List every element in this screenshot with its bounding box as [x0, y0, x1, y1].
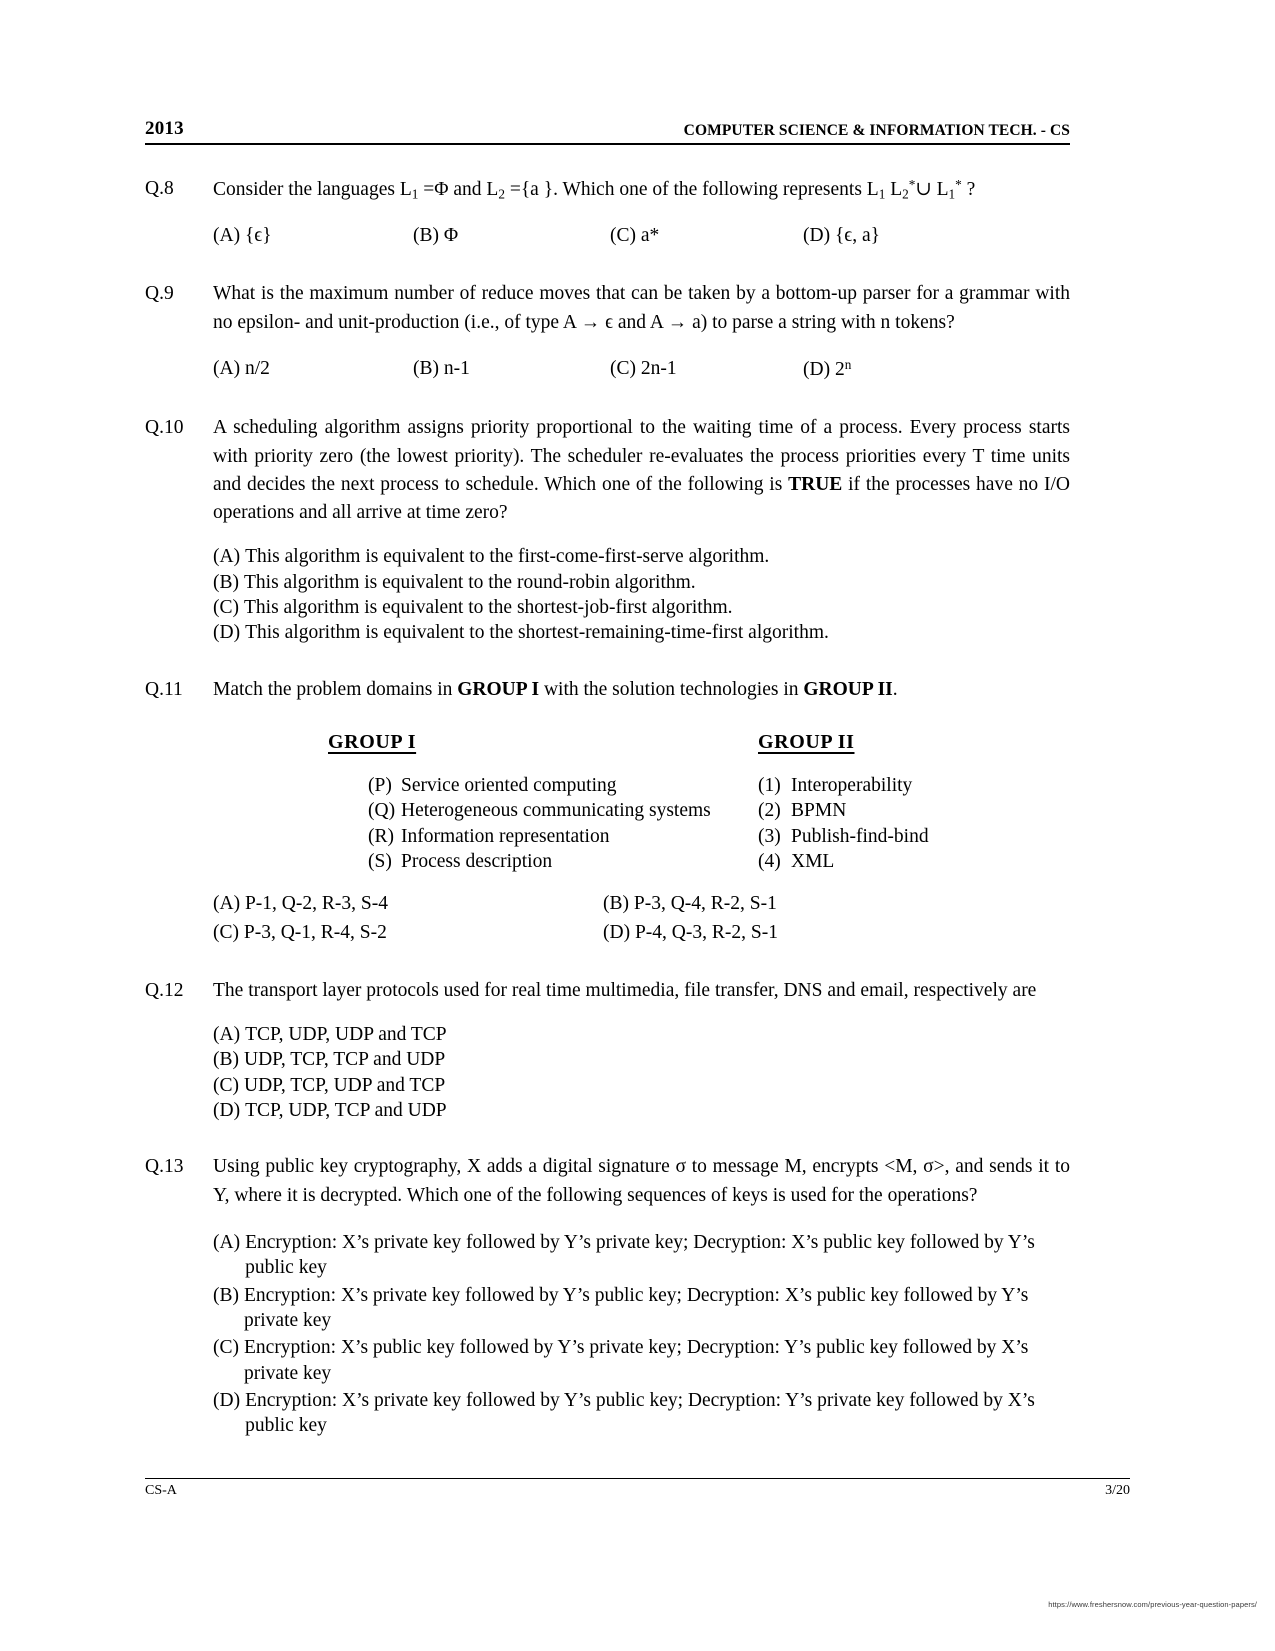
- group-headings: [213, 728, 1070, 757]
- option-label: (A): [213, 1024, 241, 1046]
- option-d-q10[interactable]: [213, 620, 1070, 645]
- option-a-q12[interactable]: [213, 1022, 1070, 1047]
- option-c-q8[interactable]: (C) a*: [610, 225, 660, 247]
- option-label: (B): [213, 1284, 239, 1306]
- option-text: Encryption: X’s private key followed by Y’s public key; Decryption: Y’s private key followed by X’s public key: [245, 1390, 1035, 1437]
- question-number-q8: Q.8: [145, 178, 174, 199]
- page-header: [145, 118, 1070, 145]
- option-d-q12[interactable]: [213, 1098, 1070, 1123]
- group-match-table-q11: [213, 728, 1070, 874]
- option-b-q8[interactable]: (B) Φ: [413, 225, 459, 247]
- group-ii-value: XML: [791, 850, 835, 872]
- question-stem-q11: Match the problem domains in GROUP I with the solution technologies in GROUP II.: [213, 678, 898, 700]
- footer-paper-code: CS-A: [145, 1483, 177, 1498]
- option-d-q9[interactable]: (D) 2$^n$: [803, 357, 852, 380]
- option-d-q13[interactable]: [213, 1388, 1070, 1439]
- question-number-q10: Q.10: [145, 417, 184, 439]
- source-watermark: https://www.freshersnow.com/previous-year-question-papers/: [1048, 1600, 1257, 1609]
- option-a-q8[interactable]: (A) {ϵ}: [213, 225, 272, 247]
- question-body-q10: [213, 414, 1070, 645]
- option-text: UDP, TCP, UDP and TCP: [244, 1074, 446, 1096]
- option-b-q11[interactable]: (B) P-3, Q-4, R-2, S-1: [603, 893, 777, 915]
- group-i-value: Information representation: [401, 825, 610, 847]
- options-row-q8: [213, 222, 1070, 250]
- question-stem-q13: Using public key cryptography, X adds a digital signature σ to message M, encrypts <M, σ>, and sends it to Y, where it is decrypted. Which one of the following sequences of keys is used for the operations?: [213, 1156, 1070, 1206]
- option-text: Encryption: X’s private key followed by Y’s private key; Decryption: X’s public key followed by Y’s public key: [245, 1232, 1035, 1279]
- options-row: [213, 919, 1070, 947]
- option-label: (D): [213, 622, 241, 644]
- question-body-q11: [213, 676, 1070, 947]
- group-row: [368, 798, 1070, 823]
- group-i-heading: GROUP I: [328, 730, 417, 753]
- option-text: This algorithm is equivalent to the shortest-remaining-time-first algorithm.: [245, 622, 829, 644]
- option-text: This algorithm is equivalent to the round-robin algorithm.: [244, 571, 696, 593]
- options-list-q12: [213, 1022, 1070, 1123]
- group-i-key: (R): [368, 825, 394, 847]
- option-c-q13[interactable]: [213, 1335, 1070, 1386]
- group-row: [368, 773, 1070, 798]
- question-block-q11: [145, 676, 1070, 947]
- option-a-q11[interactable]: (A) P-1, Q-2, R-3, S-4: [213, 893, 388, 915]
- group-rows: [213, 773, 1070, 874]
- option-text: TCP, UDP, TCP and UDP: [245, 1100, 447, 1122]
- option-label: (C): [213, 1074, 239, 1096]
- group-row: [368, 849, 1070, 874]
- option-label: (B): [213, 1049, 239, 1071]
- group-i-value: Heterogeneous communicating systems: [401, 800, 711, 822]
- option-b-q13[interactable]: [213, 1283, 1070, 1334]
- options-row: [213, 890, 1070, 918]
- group-ii-key: (3): [758, 825, 781, 847]
- group-ii-value: Publish-find-bind: [791, 825, 929, 847]
- question-number-q11: Q.11: [145, 678, 183, 700]
- option-b-q12[interactable]: [213, 1047, 1070, 1072]
- option-label: (A): [213, 546, 241, 568]
- group-i-key: (S): [368, 850, 392, 872]
- options-list-q10: [213, 544, 1070, 645]
- group-ii-key: (2): [758, 800, 781, 822]
- option-d-q11[interactable]: (D) P-4, Q-3, R-2, S-1: [603, 921, 778, 943]
- question-stem-q12: The transport layer protocols used for real time multimedia, file transfer, DNS and email, respectively are: [213, 979, 1037, 1001]
- group-ii-key: (1): [758, 774, 781, 796]
- option-a-q13[interactable]: [213, 1230, 1070, 1281]
- question-stem-q8: Consider the languages $L_1 =\Phi$ and $L_2 =\{a$ }. Which one of the following represents $L_1$ $L_2^*\cup$ $L_1^*$ ?: [213, 177, 976, 202]
- question-body-q8: [213, 175, 1070, 250]
- question-block-q9: [145, 280, 1070, 384]
- question-number-q9: Q.9: [145, 283, 174, 305]
- question-block-q8: [145, 175, 1070, 250]
- option-d-q8[interactable]: (D) {ϵ, a}: [803, 225, 880, 247]
- option-text: Encryption: X’s public key followed by Y’s private key; Decryption: Y’s public key followed by X’s private key: [244, 1337, 1029, 1384]
- footer-page-number: 3/20: [1105, 1483, 1130, 1498]
- option-label: (C): [213, 596, 239, 618]
- option-label: (C): [213, 1337, 239, 1359]
- option-text: This algorithm is equivalent to the shortest-job-first algorithm.: [244, 596, 733, 618]
- option-b-q9[interactable]: (B) n-1: [413, 358, 470, 380]
- option-b-q10[interactable]: [213, 570, 1070, 595]
- options-grid-q11: [213, 890, 1070, 947]
- group-i-value: Service oriented computing: [401, 774, 617, 796]
- question-number-q12: Q.12: [145, 979, 184, 1001]
- option-text: Encryption: X’s private key followed by Y’s public key; Decryption: X’s public key followed by Y’s private key: [244, 1284, 1029, 1332]
- question-block-q10: [145, 414, 1070, 645]
- question-stem-q9: What is the maximum number of reduce moves that can be taken by a bottom-up parser for a grammar with no epsilon- and unit-production (i.e., of type A → ϵ and A → a) to parse a string with n tokens?: [213, 283, 1070, 333]
- question-stem-q10: A scheduling algorithm assigns priority proportional to the waiting time of a process. Every process starts with priority zero (the lowest priority). The scheduler re-evaluates the process priorities every T time units and decides the next process to schedule. Which one of the following is TRUE if the processes have no I/O operations and all arrive at time zero?: [213, 417, 1070, 524]
- option-c-q12[interactable]: [213, 1073, 1070, 1098]
- question-block-q13: [145, 1153, 1070, 1438]
- option-label: (B): [213, 571, 239, 593]
- group-row: [368, 824, 1070, 849]
- group-ii-heading: GROUP II: [758, 730, 855, 753]
- question-body-q13: [213, 1153, 1070, 1438]
- group-i-key: (Q): [368, 800, 396, 822]
- option-a-q9[interactable]: (A) n/2: [213, 358, 270, 380]
- options-list-q13: [213, 1230, 1070, 1439]
- question-block-q12: [145, 977, 1070, 1124]
- group-i-value: Process description: [401, 850, 553, 872]
- option-text: UDP, TCP, TCP and UDP: [244, 1049, 446, 1071]
- option-c-q10[interactable]: [213, 595, 1070, 620]
- option-c-q11[interactable]: (C) P-3, Q-1, R-4, S-2: [213, 921, 387, 943]
- group-ii-value: BPMN: [791, 800, 847, 822]
- option-text: This algorithm is equivalent to the first-come-first-serve algorithm.: [245, 546, 770, 568]
- options-row-q9: [213, 355, 1070, 384]
- question-body-q12: [213, 977, 1070, 1124]
- header-exam-title: COMPUTER SCIENCE & INFORMATION TECH. - CS: [683, 122, 1070, 139]
- group-ii-key: (4): [758, 850, 781, 872]
- option-c-q9[interactable]: (C) 2n-1: [610, 358, 677, 380]
- group-ii-value: Interoperability: [791, 774, 913, 796]
- question-body-q9: [213, 280, 1070, 384]
- option-label: (D): [213, 1390, 241, 1412]
- page-footer: [145, 1478, 1130, 1499]
- option-label: (A): [213, 1232, 241, 1254]
- group-i-key: (P): [368, 774, 392, 796]
- option-label: (D): [213, 1100, 241, 1122]
- question-number-q13: Q.13: [145, 1156, 184, 1178]
- page-content: [145, 118, 1070, 1439]
- header-year: 2013: [145, 118, 184, 139]
- option-a-q10[interactable]: [213, 544, 1070, 569]
- option-text: TCP, UDP, UDP and TCP: [245, 1024, 447, 1046]
